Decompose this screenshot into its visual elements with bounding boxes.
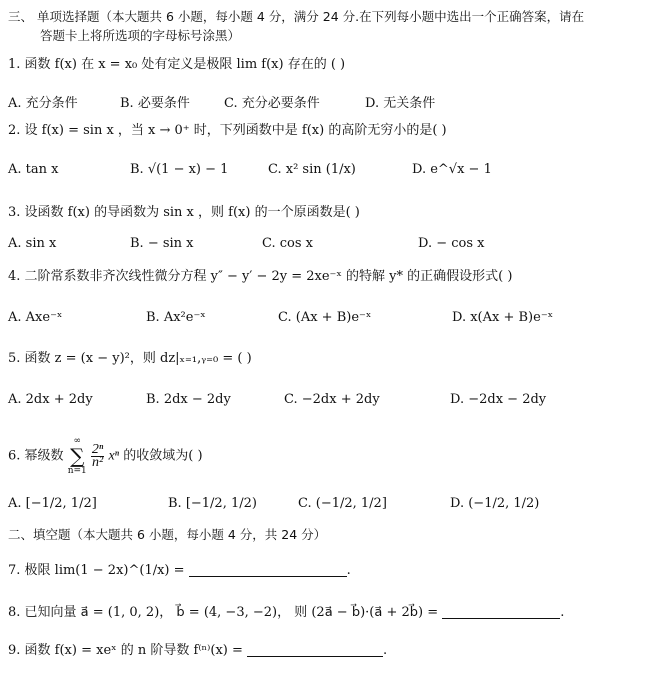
- q6-option-b[interactable]: B. [−1/2, 1/2): [168, 496, 257, 511]
- question-4-stem: 4. 二阶常系数非齐次线性微分方程 y″ − y′ − 2y = 2xe⁻ˣ 的特解 y* 的正确假设形式( ): [8, 269, 513, 284]
- q5-option-d[interactable]: D. −2dx − 2dy: [450, 392, 547, 407]
- q4-option-c[interactable]: C. (Ax + B)e⁻ˣ: [278, 310, 372, 325]
- q5-option-c[interactable]: C. −2dx + 2dy: [284, 392, 380, 407]
- section2-heading: 二、填空题（本大题共 6 小题，每小题 4 分，共 24 分）: [8, 527, 327, 542]
- q6-sum-bottom: n=1: [67, 466, 87, 476]
- q5-option-a[interactable]: A. 2dx + 2dy: [8, 392, 93, 407]
- q9-end: .: [383, 643, 388, 658]
- question-6-stem: [8, 436, 203, 476]
- q8-answer-blank[interactable]: [442, 604, 560, 619]
- q2-option-a[interactable]: A. tan x: [8, 162, 59, 177]
- q6-term-num: 2ⁿ: [91, 441, 104, 457]
- q6-suffix: 的收敛域为( ): [123, 448, 203, 464]
- q4-option-b[interactable]: B. Ax²e⁻ˣ: [146, 310, 206, 325]
- q6-term-fraction: [91, 441, 104, 470]
- q1-option-d[interactable]: D. 无关条件: [365, 96, 436, 111]
- q6-option-d[interactable]: D. (−1/2, 1/2): [450, 496, 540, 511]
- question-8-line: [8, 604, 564, 622]
- question-9-line: [8, 642, 387, 660]
- q2-option-d[interactable]: D. e^√x − 1: [412, 162, 492, 177]
- q4-option-d[interactable]: D. x(Ax + B)e⁻ˣ: [452, 310, 554, 325]
- q5-option-b[interactable]: B. 2dx − 2dy: [146, 392, 231, 407]
- q4-option-a[interactable]: A. Axe⁻ˣ: [8, 310, 63, 325]
- q2-option-c[interactable]: C. x² sin (1/x): [268, 162, 356, 177]
- q6-prefix: 6. 幂级数: [8, 448, 64, 464]
- question-7-line: [8, 562, 351, 580]
- q1-option-c[interactable]: C. 充分必要条件: [224, 96, 320, 111]
- question-3-stem: 3. 设函数 f(x) 的导函数为 sin x ，则 f(x) 的一个原函数是( ): [8, 205, 360, 220]
- question-1-stem: 1. 函数 f(x) 在 x = x₀ 处有定义是极限 lim f(x) 存在的 ( ): [8, 57, 346, 72]
- q8-stem: 8. 已知向量 a⃗ = (1, 0, 2)， b⃗ = (4, −3, −2)， 则 (2a⃗ − b⃗)·(a⃗ + 2b⃗) =: [8, 605, 439, 620]
- q3-option-c[interactable]: C. cos x: [262, 236, 313, 251]
- q3-option-b[interactable]: B. − sin x: [130, 236, 194, 251]
- section1-heading-cont: 答题卡上将所选项的字母标号涂黑）: [40, 28, 241, 43]
- q7-end: .: [346, 563, 351, 578]
- question-2-stem: 2. 设 f(x) = sin x ，当 x → 0⁺ 时，下列函数中是 f(x) 的高阶无穷小的是( ): [8, 123, 447, 138]
- q9-answer-blank[interactable]: [247, 642, 383, 657]
- q6-term-den: n²: [92, 454, 104, 470]
- q6-sum-top: ∞: [73, 436, 81, 446]
- q1-option-a[interactable]: A. 充分条件: [8, 96, 78, 111]
- q6-term-x: xⁿ: [108, 448, 120, 464]
- q8-end: .: [560, 605, 565, 620]
- q9-stem: 9. 函数 f(x) = xeˣ 的 n 阶导数 f⁽ⁿ⁾(x) =: [8, 643, 243, 658]
- q7-answer-blank[interactable]: [189, 562, 347, 577]
- sigma-icon: ∑: [70, 444, 85, 468]
- q2-option-b[interactable]: B. √(1 − x) − 1: [130, 162, 229, 177]
- q6-option-a[interactable]: A. [−1/2, 1/2]: [8, 496, 97, 511]
- q6-sum-limits: [68, 436, 87, 476]
- q7-stem: 7. 极限 lim(1 − 2x)^(1/x) =: [8, 563, 185, 578]
- q1-option-b[interactable]: B. 必要条件: [120, 96, 190, 111]
- question-5-stem: 5. 函数 z = (x − y)²，则 dz|ₓ₌₁,ᵧ₌₀ = ( ): [8, 351, 252, 366]
- q3-option-a[interactable]: A. sin x: [8, 236, 57, 251]
- section1-heading: 三、 单项选择题（本大题共 6 小题，每小题 4 分，满分 24 分.在下列每小题中选出一个正确答案，请在: [8, 9, 585, 24]
- q6-option-c[interactable]: C. (−1/2, 1/2]: [298, 496, 387, 511]
- q3-option-d[interactable]: D. − cos x: [418, 236, 485, 251]
